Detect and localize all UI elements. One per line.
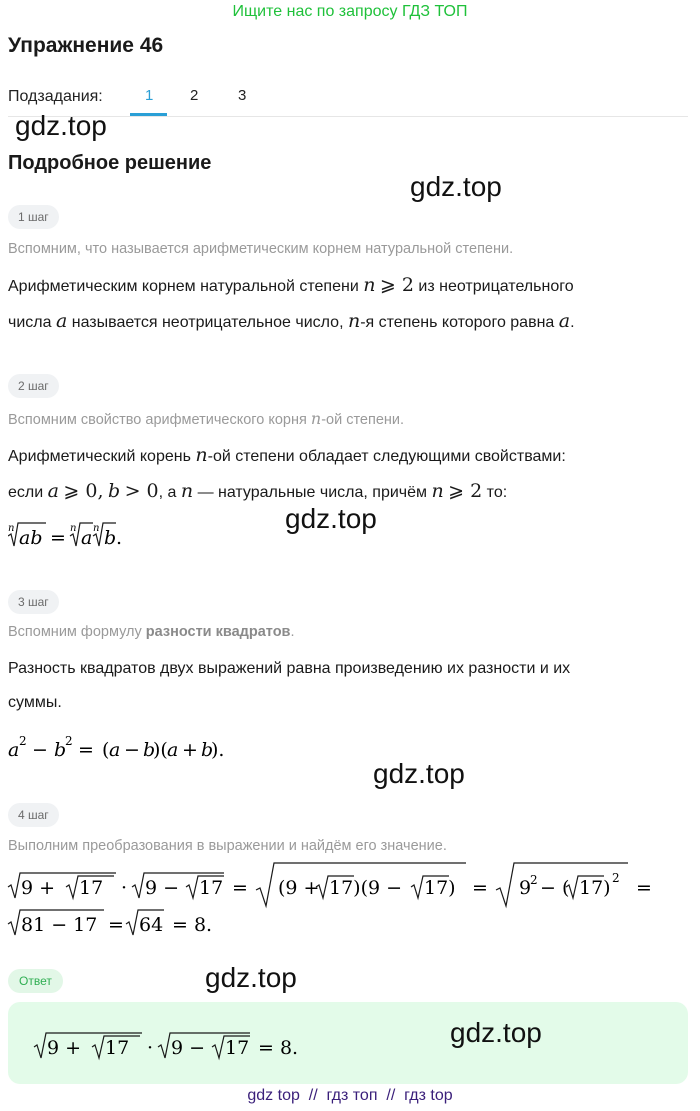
svg-text:(: ( (102, 739, 110, 761)
svg-text:=: = (108, 914, 124, 936)
top-banner[interactable]: Ищите нас по запросу ГДЗ ТОП (232, 3, 468, 20)
svg-text:·: · (147, 1037, 154, 1059)
step-4-hint: Выполним преобразования в выражении и найдём его значение. (8, 838, 447, 854)
svg-text:9 −: 9 − (145, 877, 180, 899)
svg-text:n: n (8, 523, 15, 534)
watermark: gdz.top (15, 110, 107, 141)
svg-text:− (: − ( (540, 877, 570, 899)
svg-text:b: b (54, 739, 67, 761)
subtasks-label: Подзадания: (8, 88, 103, 105)
svg-text:2: 2 (612, 871, 620, 885)
svg-text:n: n (70, 523, 77, 534)
svg-text:)(: )( (153, 739, 168, 761)
svg-text:=: = (50, 527, 66, 549)
difference-of-squares-formula (8, 731, 248, 765)
watermark: gdz.top (450, 1017, 542, 1048)
tab-subtask-3[interactable]: 3 (238, 87, 247, 104)
footer-links[interactable]: gdz top // гдз топ // гдз top (247, 1087, 453, 1104)
svg-text:17: 17 (225, 1037, 250, 1059)
page-title: Упражнение 46 (8, 34, 164, 57)
svg-text:2: 2 (19, 734, 27, 748)
svg-text:17): 17) (579, 877, 611, 899)
svg-text:+: + (182, 739, 198, 761)
svg-text:·: · (121, 877, 128, 899)
svg-text:=: = (232, 877, 248, 899)
svg-text:b: b (201, 739, 214, 761)
svg-text:a: a (109, 739, 121, 761)
step-badge-4: 4 шаг (8, 803, 59, 827)
tab-subtask-1[interactable]: 1 (145, 87, 154, 104)
svg-text:n: n (93, 523, 100, 534)
svg-text:−: − (124, 739, 140, 761)
svg-text:b: b (104, 527, 117, 549)
svg-text:17: 17 (105, 1037, 130, 1059)
tab-subtask-2[interactable]: 2 (190, 87, 199, 104)
step-badge-1: 1 шаг (8, 205, 59, 229)
svg-text:81 − 17: 81 − 17 (21, 914, 98, 936)
subtasks-tabs (8, 80, 688, 117)
svg-text:(9 +: (9 + (278, 877, 320, 899)
root-product-formula (8, 520, 148, 552)
watermark: gdz.top (285, 503, 377, 534)
active-tab-indicator (130, 113, 167, 116)
svg-text:= 8.: = 8. (258, 1037, 299, 1059)
step-badge-3: 3 шаг (8, 590, 59, 614)
answer-box (8, 1002, 688, 1084)
svg-text:64: 64 (139, 914, 164, 936)
svg-text:.: . (116, 527, 123, 549)
svg-text:2: 2 (530, 873, 538, 887)
step-3-text: Разность квадратов двух выражений равна произведению их разности и их суммы. (8, 660, 571, 711)
step-1-hint: Вспомним, что называется арифметическим корнем натуральной степени. (8, 241, 514, 257)
answer-formula (32, 1024, 312, 1064)
svg-text:= 8.: = 8. (172, 914, 213, 936)
svg-text:=: = (472, 877, 488, 899)
svg-text:9 +: 9 + (47, 1037, 82, 1059)
solution-formula (6, 860, 666, 940)
svg-text:a: a (167, 739, 179, 761)
svg-text:ab: ab (19, 527, 43, 549)
watermark: gdz.top (205, 962, 297, 993)
svg-text:−: − (32, 739, 48, 761)
svg-text:17)(9 −: 17)(9 − (329, 877, 403, 899)
watermark: gdz.top (410, 171, 502, 202)
svg-text:17: 17 (199, 877, 224, 899)
svg-text:b: b (143, 739, 156, 761)
svg-text:2: 2 (65, 734, 73, 748)
svg-text:a: a (8, 739, 20, 761)
svg-text:9: 9 (519, 877, 532, 899)
svg-text:9 −: 9 − (171, 1037, 206, 1059)
watermark: gdz.top (373, 758, 465, 789)
svg-text:a: a (81, 527, 93, 549)
svg-text:17): 17) (424, 877, 456, 899)
step-2-hint: Вспомним свойство арифметического корня n-ой степени. (8, 409, 405, 428)
step-3-hint: Вспомним формулу разности квадратов. (8, 624, 295, 640)
answer-badge: Ответ (8, 969, 63, 993)
svg-text:=: = (636, 877, 652, 899)
step-1-text: Арифметическим корнем натуральной степени n ⩾ 2 из неотрицательного числа a называется неотрицательное число, n-я степень которого равна a. (8, 274, 575, 332)
step-2-text: Арифметический корень n-ой степени обладает следующими свойствами: если a ⩾ 0, b > 0, а n — натуральные числа, причём n ⩾ 2 то: (8, 444, 566, 502)
step-badge-2: 2 шаг (8, 374, 59, 398)
svg-text:).: ). (211, 739, 225, 761)
svg-text:=: = (78, 739, 94, 761)
svg-text:17: 17 (79, 877, 104, 899)
section-title: Подробное решение (8, 152, 212, 174)
svg-text:9 +: 9 + (21, 877, 56, 899)
